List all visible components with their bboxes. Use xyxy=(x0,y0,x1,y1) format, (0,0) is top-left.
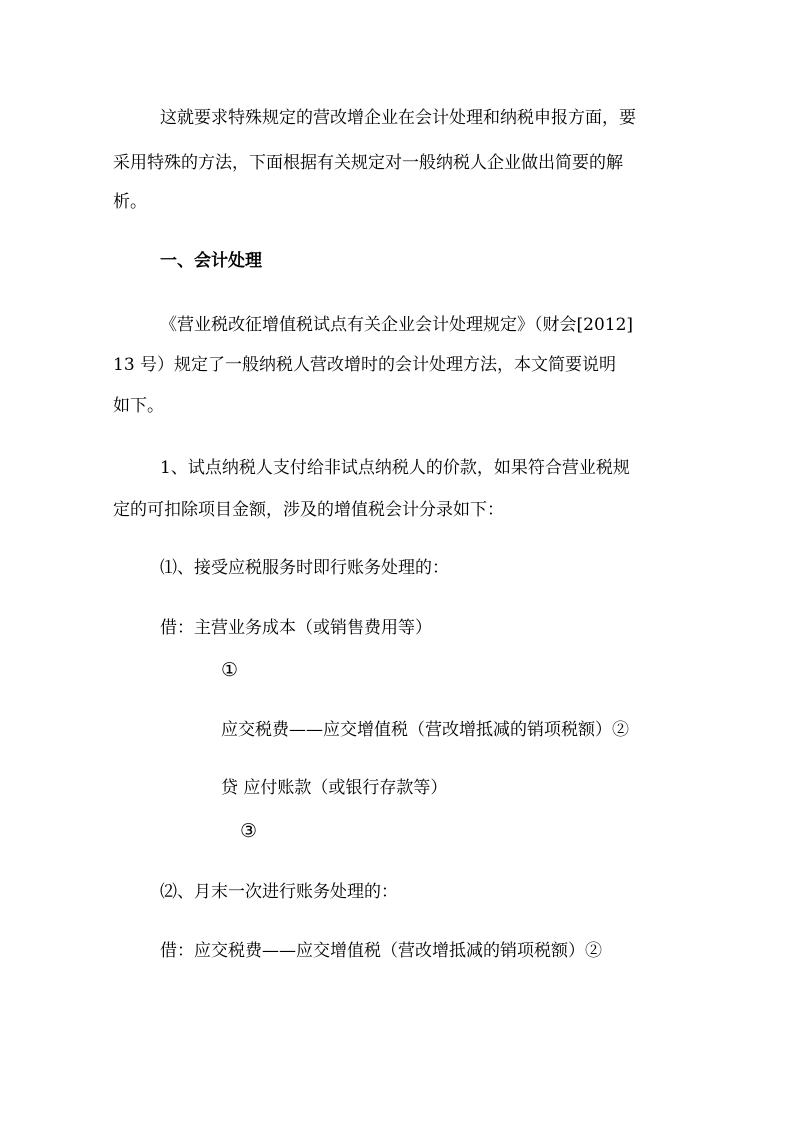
sub-item-1-heading: ⑴、接受应税服务时即行账务处理的： xyxy=(160,558,449,578)
paragraph-regulation-line-1: 《营业税改征增值税试点有关企业会计处理规定》（财会[2012] xyxy=(160,315,634,335)
sub-item-2-heading: ⑵、月末一次进行账务处理的： xyxy=(160,882,398,902)
section-heading-accounting: 一、会计处理 xyxy=(160,251,262,271)
month-end-debit-entry-line: 借：应交税费——应交增值税（营改增抵减的销项税额）② xyxy=(160,941,602,961)
paragraph-item1-line-1: 1、试点纳税人支付给非试点纳税人的价款，如果符合营业税规 xyxy=(160,458,630,478)
paragraph-regulation-line-2: 13 号）规定了一般纳税人营改增时的会计处理方法，本文简要说明 xyxy=(113,355,617,375)
credit-entry-line: 贷 应付账款（或银行存款等） xyxy=(221,778,448,798)
paragraph-intro-line-2: 采用特殊的方法，下面根据有关规定对一般纳税人企业做出简要的解 xyxy=(113,153,623,173)
paragraph-intro-line-3: 析。 xyxy=(113,192,147,212)
paragraph-item1-line-2: 定的可扣除项目金额，涉及的增值税会计分录如下： xyxy=(113,500,504,520)
marker-three: ③ xyxy=(240,820,258,842)
paragraph-regulation-line-3: 如下。 xyxy=(113,396,164,416)
paragraph-intro-line-1: 这就要求特殊规定的营改增企业在会计处理和纳税申报方面，要 xyxy=(160,108,636,128)
tax-payable-entry-line: 应交税费——应交增值税（营改增抵减的销项税额）② xyxy=(221,720,629,740)
debit-entry-line: 借：主营业务成本（或销售费用等） xyxy=(160,618,432,638)
marker-one: ① xyxy=(221,659,239,681)
